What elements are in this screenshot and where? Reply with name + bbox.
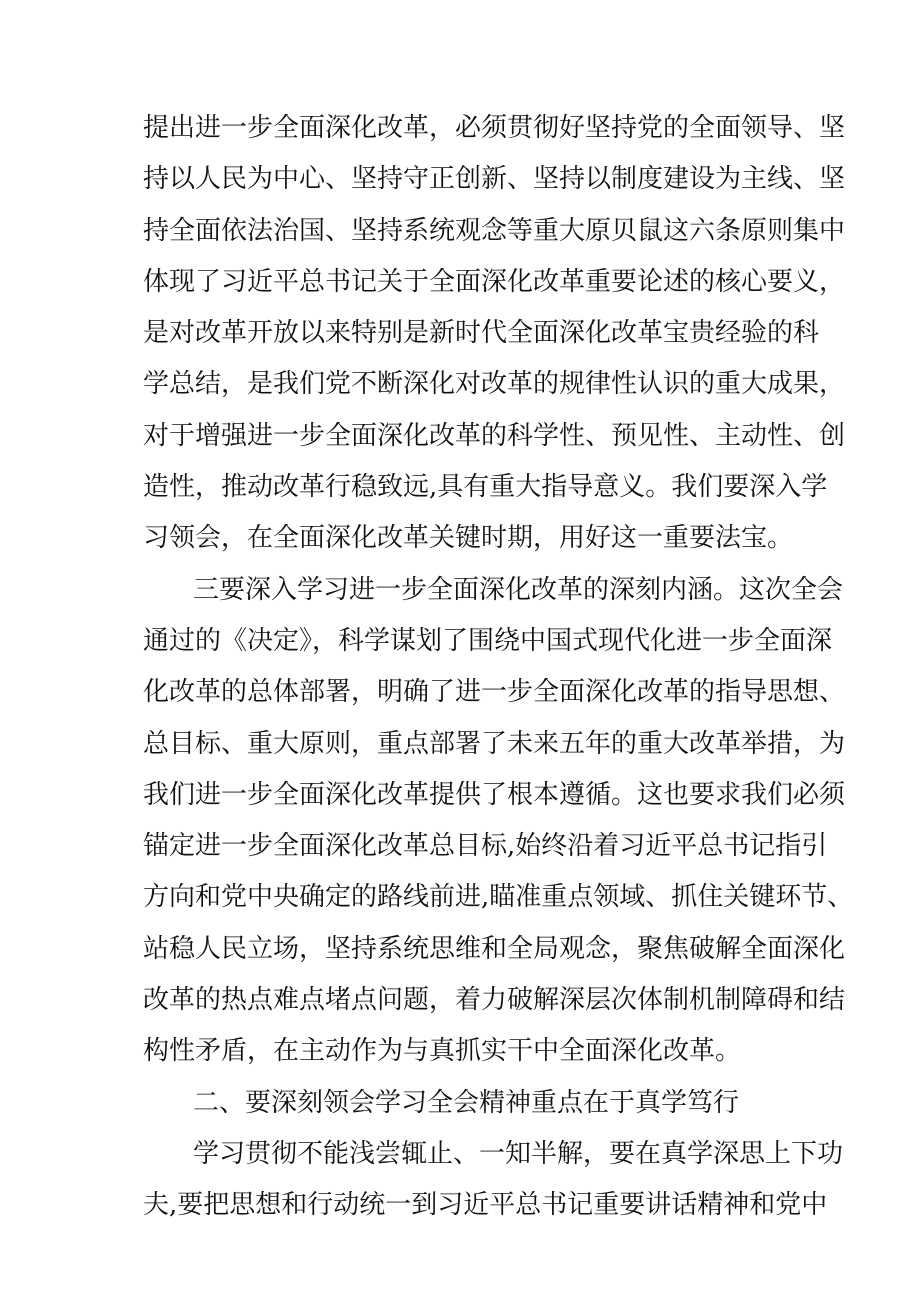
text-line: 学习贯彻不能浅尝辄止、一知半解，要在真学深思上下功	[193, 1138, 844, 1169]
text-line: 我们进一步全面深化改革提供了根本遵循。这也要求我们必须	[143, 779, 846, 810]
text-line: 构性矛盾，在主动作为与真抓实干中全面深化改革。	[143, 1036, 742, 1067]
text-line: 持全面依法治国、坚持系统观念等重大原贝鼠这六条原则集中	[143, 215, 846, 246]
text-line: 站稳人民立场，坚持系统思维和全局观念，聚焦破解全面深化	[143, 933, 846, 964]
text-line: 二、要深刻领会学习全会精神重点在于真学笃行	[193, 1087, 740, 1118]
text-line: 是对改革开放以来特别是新时代全面深化改革宝贵经验的科	[143, 318, 820, 349]
text-line: 习领会，在全面深化改革关键时期，用好这一重要法宝。	[143, 523, 794, 554]
text-line: 体现了习近平总书记关于全面深化改革重要论述的核心要义，	[143, 266, 846, 297]
text-line: 三要深入学习进一步全面深化改革的深刻内涵。这次全会	[193, 574, 844, 605]
document-body	[143, 103, 854, 1232]
text-line: 学总结，是我们党不断深化对改革的规律性认识的重大成果，	[143, 369, 846, 400]
text-line: 总目标、重大原则，重点部署了未来五年的重大改革举措，为	[143, 728, 846, 759]
text-line: 改革的热点难点堵点问题，着力破解深层次体制机制障碍和结	[143, 985, 846, 1016]
text-line: 持以人民为中心、坚持守正创新、坚持以制度建设为主线、坚	[143, 164, 846, 195]
text-line: 化改革的总体部署，明确了进一步全面深化改革的指导思想、	[143, 677, 846, 708]
text-line: 锚定进一步全面深化改革总目标,始终沿着习近平总书记指引	[143, 831, 828, 862]
text-line: 提出进一步全面深化改革，必须贯彻好坚持党的全面领导、坚	[143, 113, 846, 143]
text-line: 夫,要把思想和行动统一到习近平总书记重要讲话精神和党中	[143, 1190, 828, 1221]
text-line: 造性，推动改革行稳致远,具有重大指导意义。我们要深入学	[143, 472, 828, 503]
text-line: 通过的《决定》，科学谋划了围绕中国式现代化进一步全面深	[143, 625, 833, 656]
text-line: 方向和党中央确定的路线前进,瞄准重点领域、抓住关键环节、	[143, 882, 854, 913]
text-line: 对于增强进一步全面深化改革的科学性、预见性、主动性、创	[143, 420, 846, 451]
